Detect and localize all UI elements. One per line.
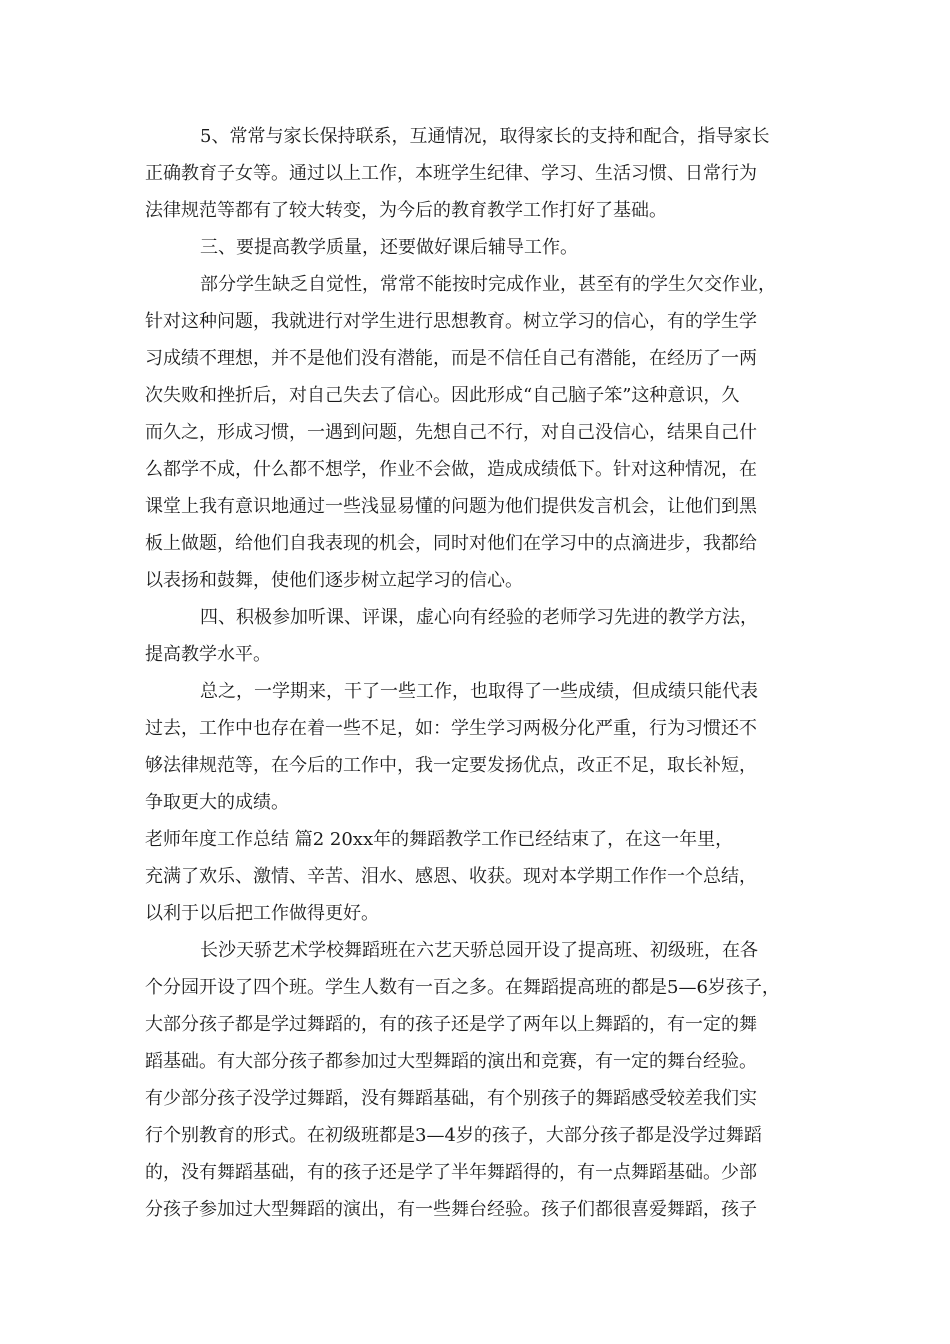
text-line: 正确教育子女等。通过以上工作，本班学生纪律、学习、生活习惯、日常行为	[145, 163, 757, 184]
text-line: 提高教学水平。	[145, 644, 271, 665]
text-line: 以利于以后把工作做得更好。	[145, 903, 379, 924]
text-line: 次失败和挫折后，对自己失去了信心。因此形成“自己脑子笨”这种意识，久	[145, 385, 740, 406]
text-line: 够法律规范等，在今后的工作中，我一定要发扬优点，改正不足，取长补短，	[145, 755, 757, 776]
text-line: 分孩子参加过大型舞蹈的演出，有一些舞台经验。孩子们都很喜爱舞蹈，孩子	[145, 1199, 757, 1220]
text-line: 的，没有舞蹈基础，有的孩子还是学了半年舞蹈得的，有一点舞蹈基础。少部	[145, 1162, 757, 1183]
text-line: 习成绩不理想，并不是他们没有潜能，而是不信任自己有潜能，在经历了一两	[145, 348, 757, 369]
text-line: 三、要提高教学质量，还要做好课后辅导工作。	[200, 237, 578, 258]
text-line: 部分学生缺乏自觉性，常常不能按时完成作业，甚至有的学生欠交作业，	[200, 274, 776, 295]
text-line: 而久之，形成习惯，一遇到问题，先想自己不行，对自己没信心，结果自己什	[145, 422, 757, 443]
text-line: 长沙天骄艺术学校舞蹈班在六艺天骄总园开设了提高班、初级班，在各	[200, 940, 758, 961]
text-line: 充满了欢乐、激情、辛苦、泪水、感恩、收获。现对本学期工作作一个总结，	[145, 866, 757, 887]
text-line: 四、积极参加听课、评课，虚心向有经验的老师学习先进的教学方法，	[200, 607, 758, 628]
text-line: 课堂上我有意识地通过一些浅显易懂的问题为他们提供发言机会，让他们到黑	[145, 496, 757, 517]
text-line: 蹈基础。有大部分孩子都参加过大型舞蹈的演出和竞赛，有一定的舞台经验。	[145, 1051, 757, 1072]
text-line: 总之，一学期来，干了一些工作，也取得了一些成绩，但成绩只能代表	[200, 681, 758, 702]
text-line: 板上做题，给他们自我表现的机会，同时对他们在学习中的点滴进步，我都给	[145, 533, 757, 554]
text-line: 法律规范等都有了较大转变，为今后的教育教学工作打好了基础。	[145, 200, 667, 221]
text-line: 5、常常与家长保持联系，互通情况，取得家长的支持和配合，指导家长	[200, 126, 770, 147]
text-line: 个分园开设了四个班。学生人数有一百之多。在舞蹈提高班的都是5—6岁孩子，	[145, 977, 780, 998]
text-line: 行个别教育的形式。在初级班都是3—4岁的孩子，大部分孩子都是没学过舞蹈	[145, 1125, 762, 1146]
text-line: 有少部分孩子没学过舞蹈，没有舞蹈基础，有个别孩子的舞蹈感受较差我们实	[145, 1088, 757, 1109]
text-line: 么都学不成，什么都不想学，作业不会做，造成成绩低下。针对这种情况，在	[145, 459, 757, 480]
text-line: 争取更大的成绩。	[145, 792, 289, 813]
text-line: 以表扬和鼓舞，使他们逐步树立起学习的信心。	[145, 570, 523, 591]
text-line: 老师年度工作总结 篇2 20xx年的舞蹈教学工作已经结束了，在这一年里，	[145, 829, 734, 850]
text-line: 过去，工作中也存在着一些不足，如：学生学习两极分化严重，行为习惯还不	[145, 718, 757, 739]
text-line: 针对这种问题，我就进行对学生进行思想教育。树立学习的信心，有的学生学	[145, 311, 757, 332]
text-line: 大部分孩子都是学过舞蹈的，有的孩子还是学了两年以上舞蹈的，有一定的舞	[145, 1014, 757, 1035]
